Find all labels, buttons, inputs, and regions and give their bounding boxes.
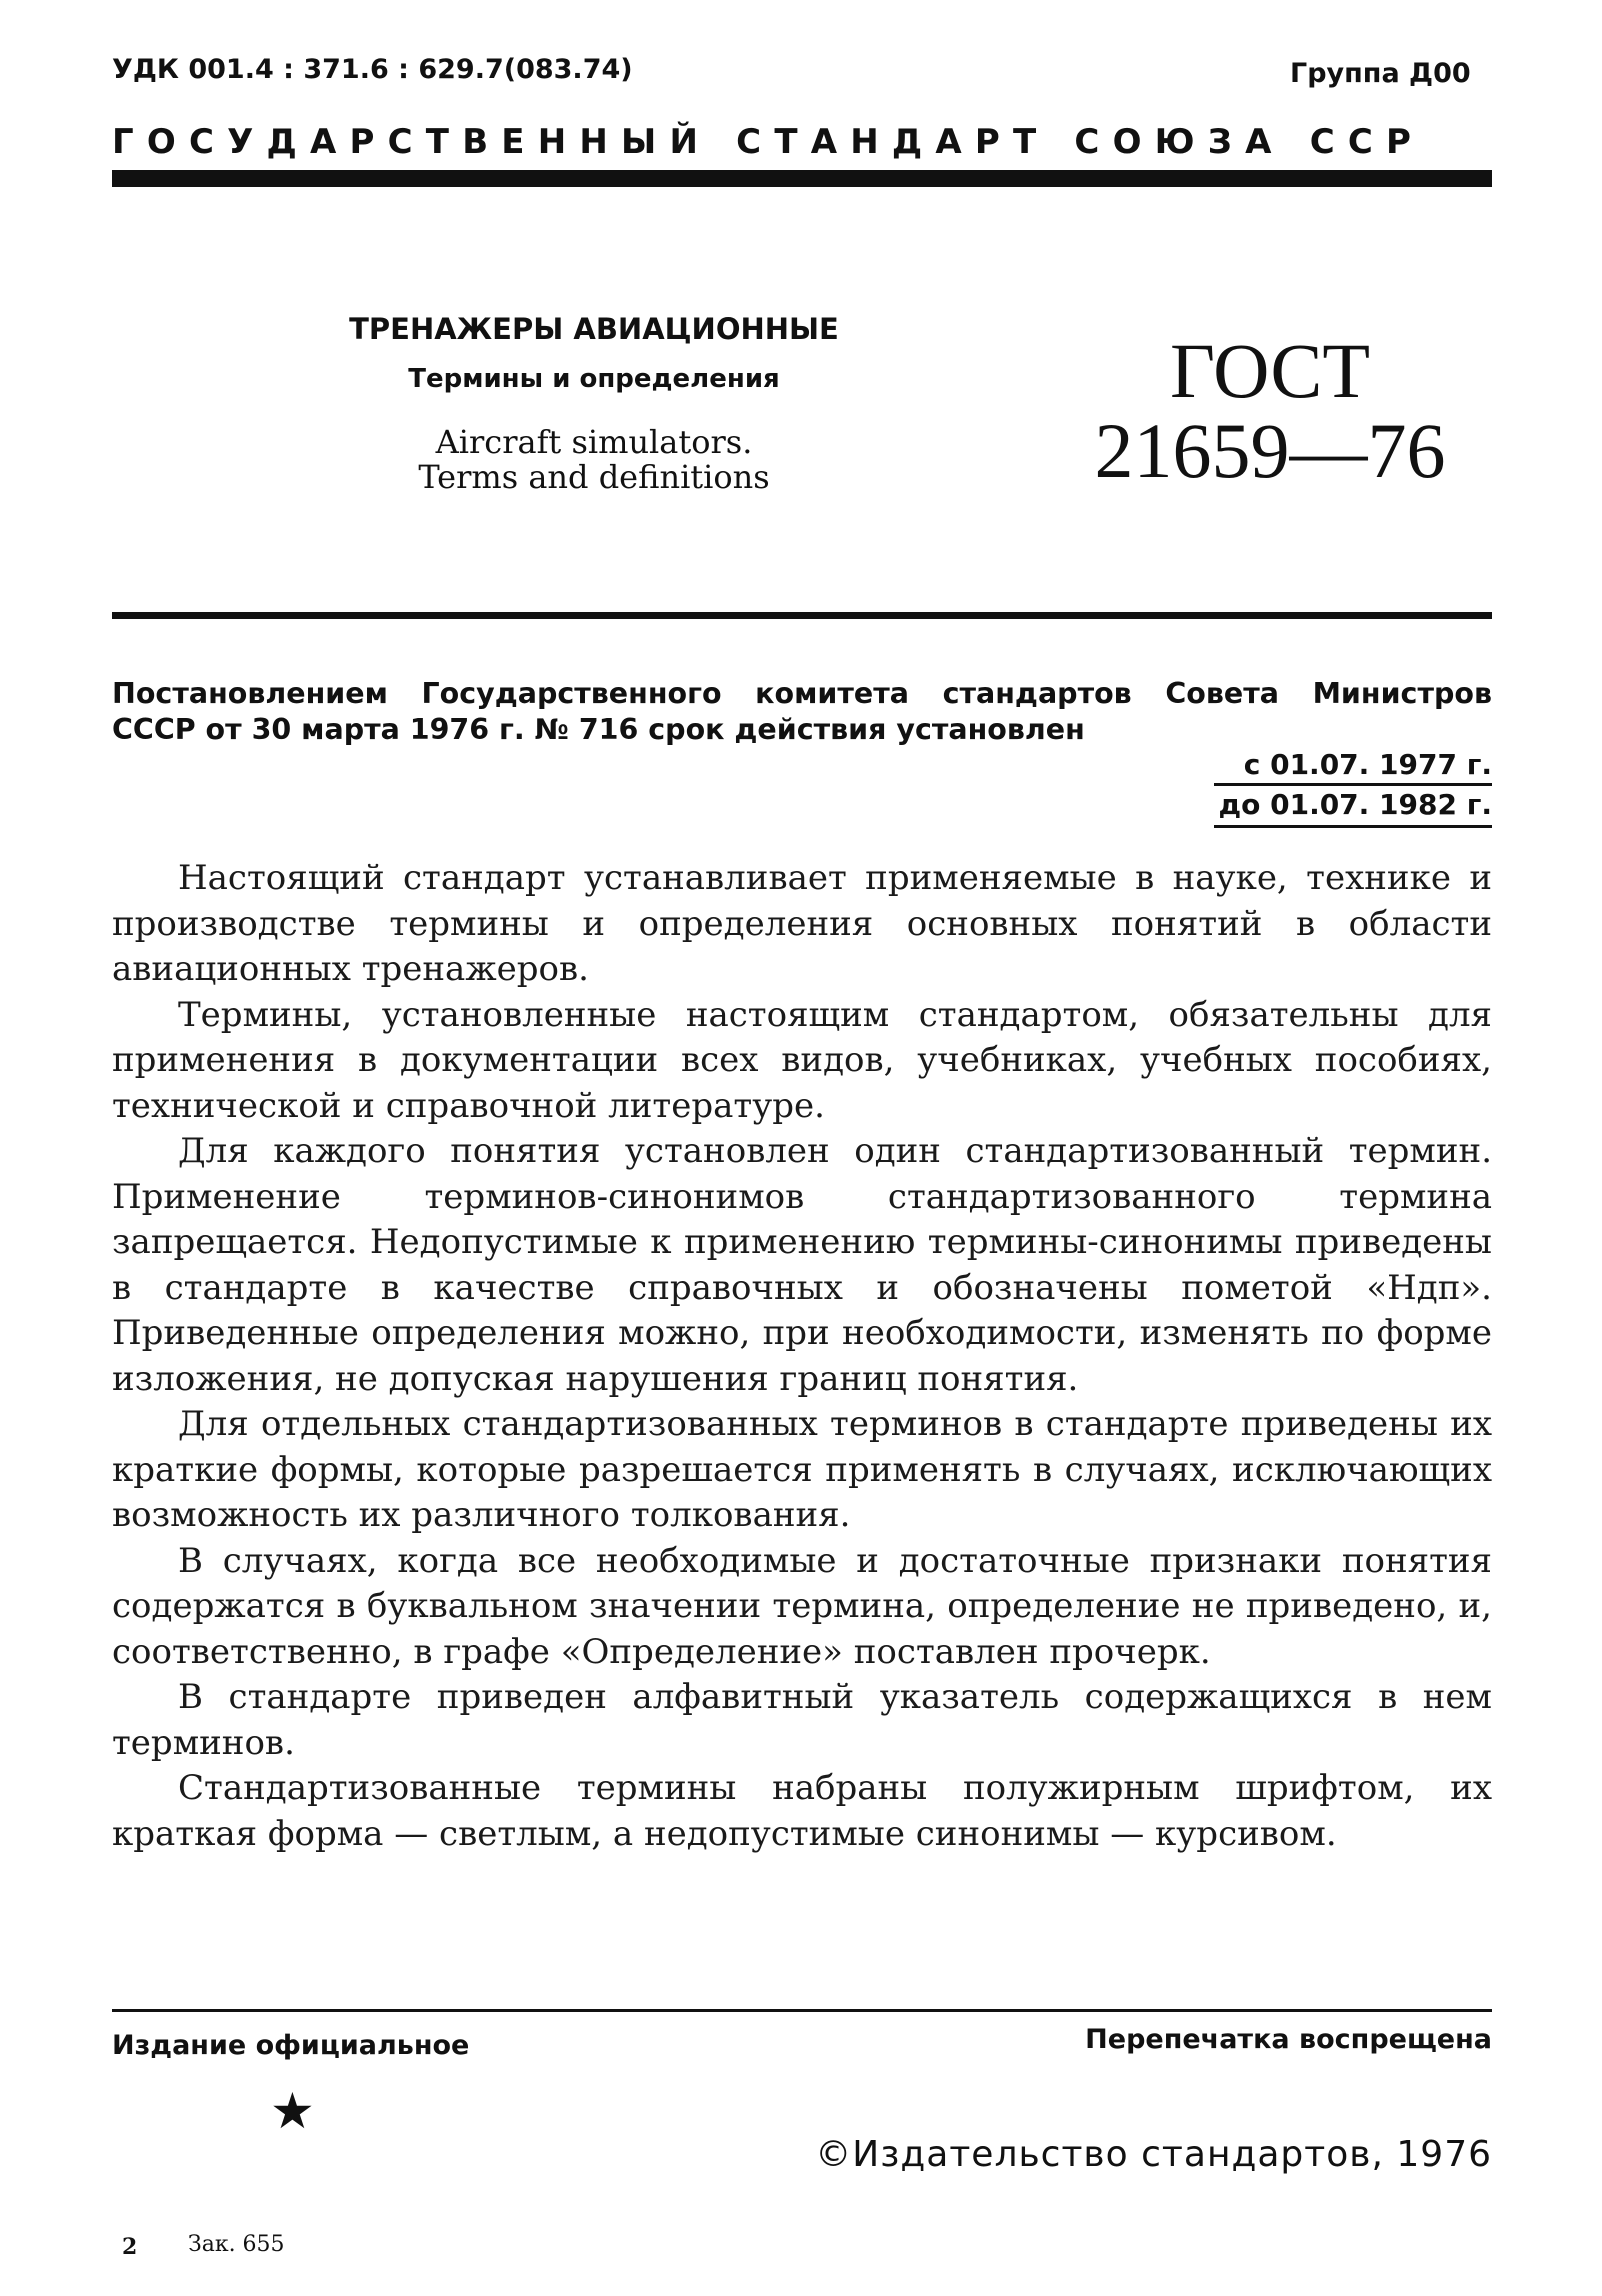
title-sub: Термины и определения <box>408 364 780 394</box>
paragraph: Для отдельных стандартизованных терминов в стандарте приведены их краткие формы, которые разрешается применять в случаях, исключающих возможность их различного толкования. <box>112 1404 1492 1535</box>
publisher: ©Издательство стандартов, 1976 <box>815 2134 1492 2175</box>
decree-line2: СССР от 30 марта 1976 г. № 716 срок действия установлен <box>112 713 1085 746</box>
paragraph: В стандарте приведен алфавитный указатель содержащихся в нем терминов. <box>112 1677 1492 1763</box>
footer-rule <box>112 2009 1492 2012</box>
date-rule-2 <box>1214 825 1492 828</box>
official-edition: Издание официальное <box>112 2030 470 2061</box>
page-number: 2 <box>122 2234 138 2260</box>
body-text <box>112 856 1492 1857</box>
gost-number: 21659—76 <box>1094 407 1446 494</box>
group-code: Группа Д00 <box>1290 58 1471 89</box>
title-en-line2: Terms and definitions <box>418 458 770 496</box>
udk-code: УДК 001.4 : 371.6 : 629.7(083.74) <box>112 54 633 85</box>
paragraph: Термины, установленные настоящим стандартом, обязательны для применения в документации всех видов, учебниках, учебных пособиях, технической и справочной литературе. <box>112 994 1492 1126</box>
gost-label: ГОСТ <box>1169 327 1371 414</box>
title-en-line1: Aircraft simulators. <box>435 423 753 461</box>
header-banner: ГОСУДАРСТВЕННЫЙ СТАНДАРТ СОЮЗА ССР <box>112 122 1425 162</box>
order-number: Зак. 655 <box>188 2232 285 2257</box>
paragraph: Для каждого понятия установлен один стандартизованный термин. Применение терминов-синонимов стандартизованного термина запрещается. Недопустимые к применению термины-синонимы приведены в стандарте в качестве справочных и обозначены пометой «Ндп». Приведенные определения можно, при необходимости, изменять по форме изложения, не допуская нарушения границ понятия. <box>112 1131 1492 1399</box>
paragraph: Настоящий стандарт устанавливает применяемые в науке, технике и производстве термины и определения основных понятий в области авиационных тренажеров. <box>112 858 1492 989</box>
header-rule <box>112 170 1492 187</box>
reprint-notice: Перепечатка воспрещена <box>1085 2024 1492 2055</box>
star-icon: ★ <box>270 2082 315 2140</box>
decree-line1: Постановлением Государственного комитета стандартов Совета Министров <box>112 677 1492 710</box>
title-main: ТРЕНАЖЕРЫ АВИАЦИОННЫЕ <box>349 312 839 346</box>
paragraph: В случаях, когда все необходимые и достаточные признаки понятия содержатся в буквальном значении термина, определение не приведено, и, соответственно, в графе «Определение» поставлен прочерк. <box>112 1540 1492 1672</box>
valid-to: до 01.07. 1982 г. <box>1218 788 1492 821</box>
paragraph: Стандартизованные термины набраны полужирным шрифтом, их краткая форма — светлым, а недопустимые синонимы — курсивом. <box>112 1768 1492 1854</box>
valid-from: с 01.07. 1977 г. <box>1243 748 1492 781</box>
title-rule <box>112 612 1492 619</box>
date-rule-1 <box>1214 783 1492 786</box>
